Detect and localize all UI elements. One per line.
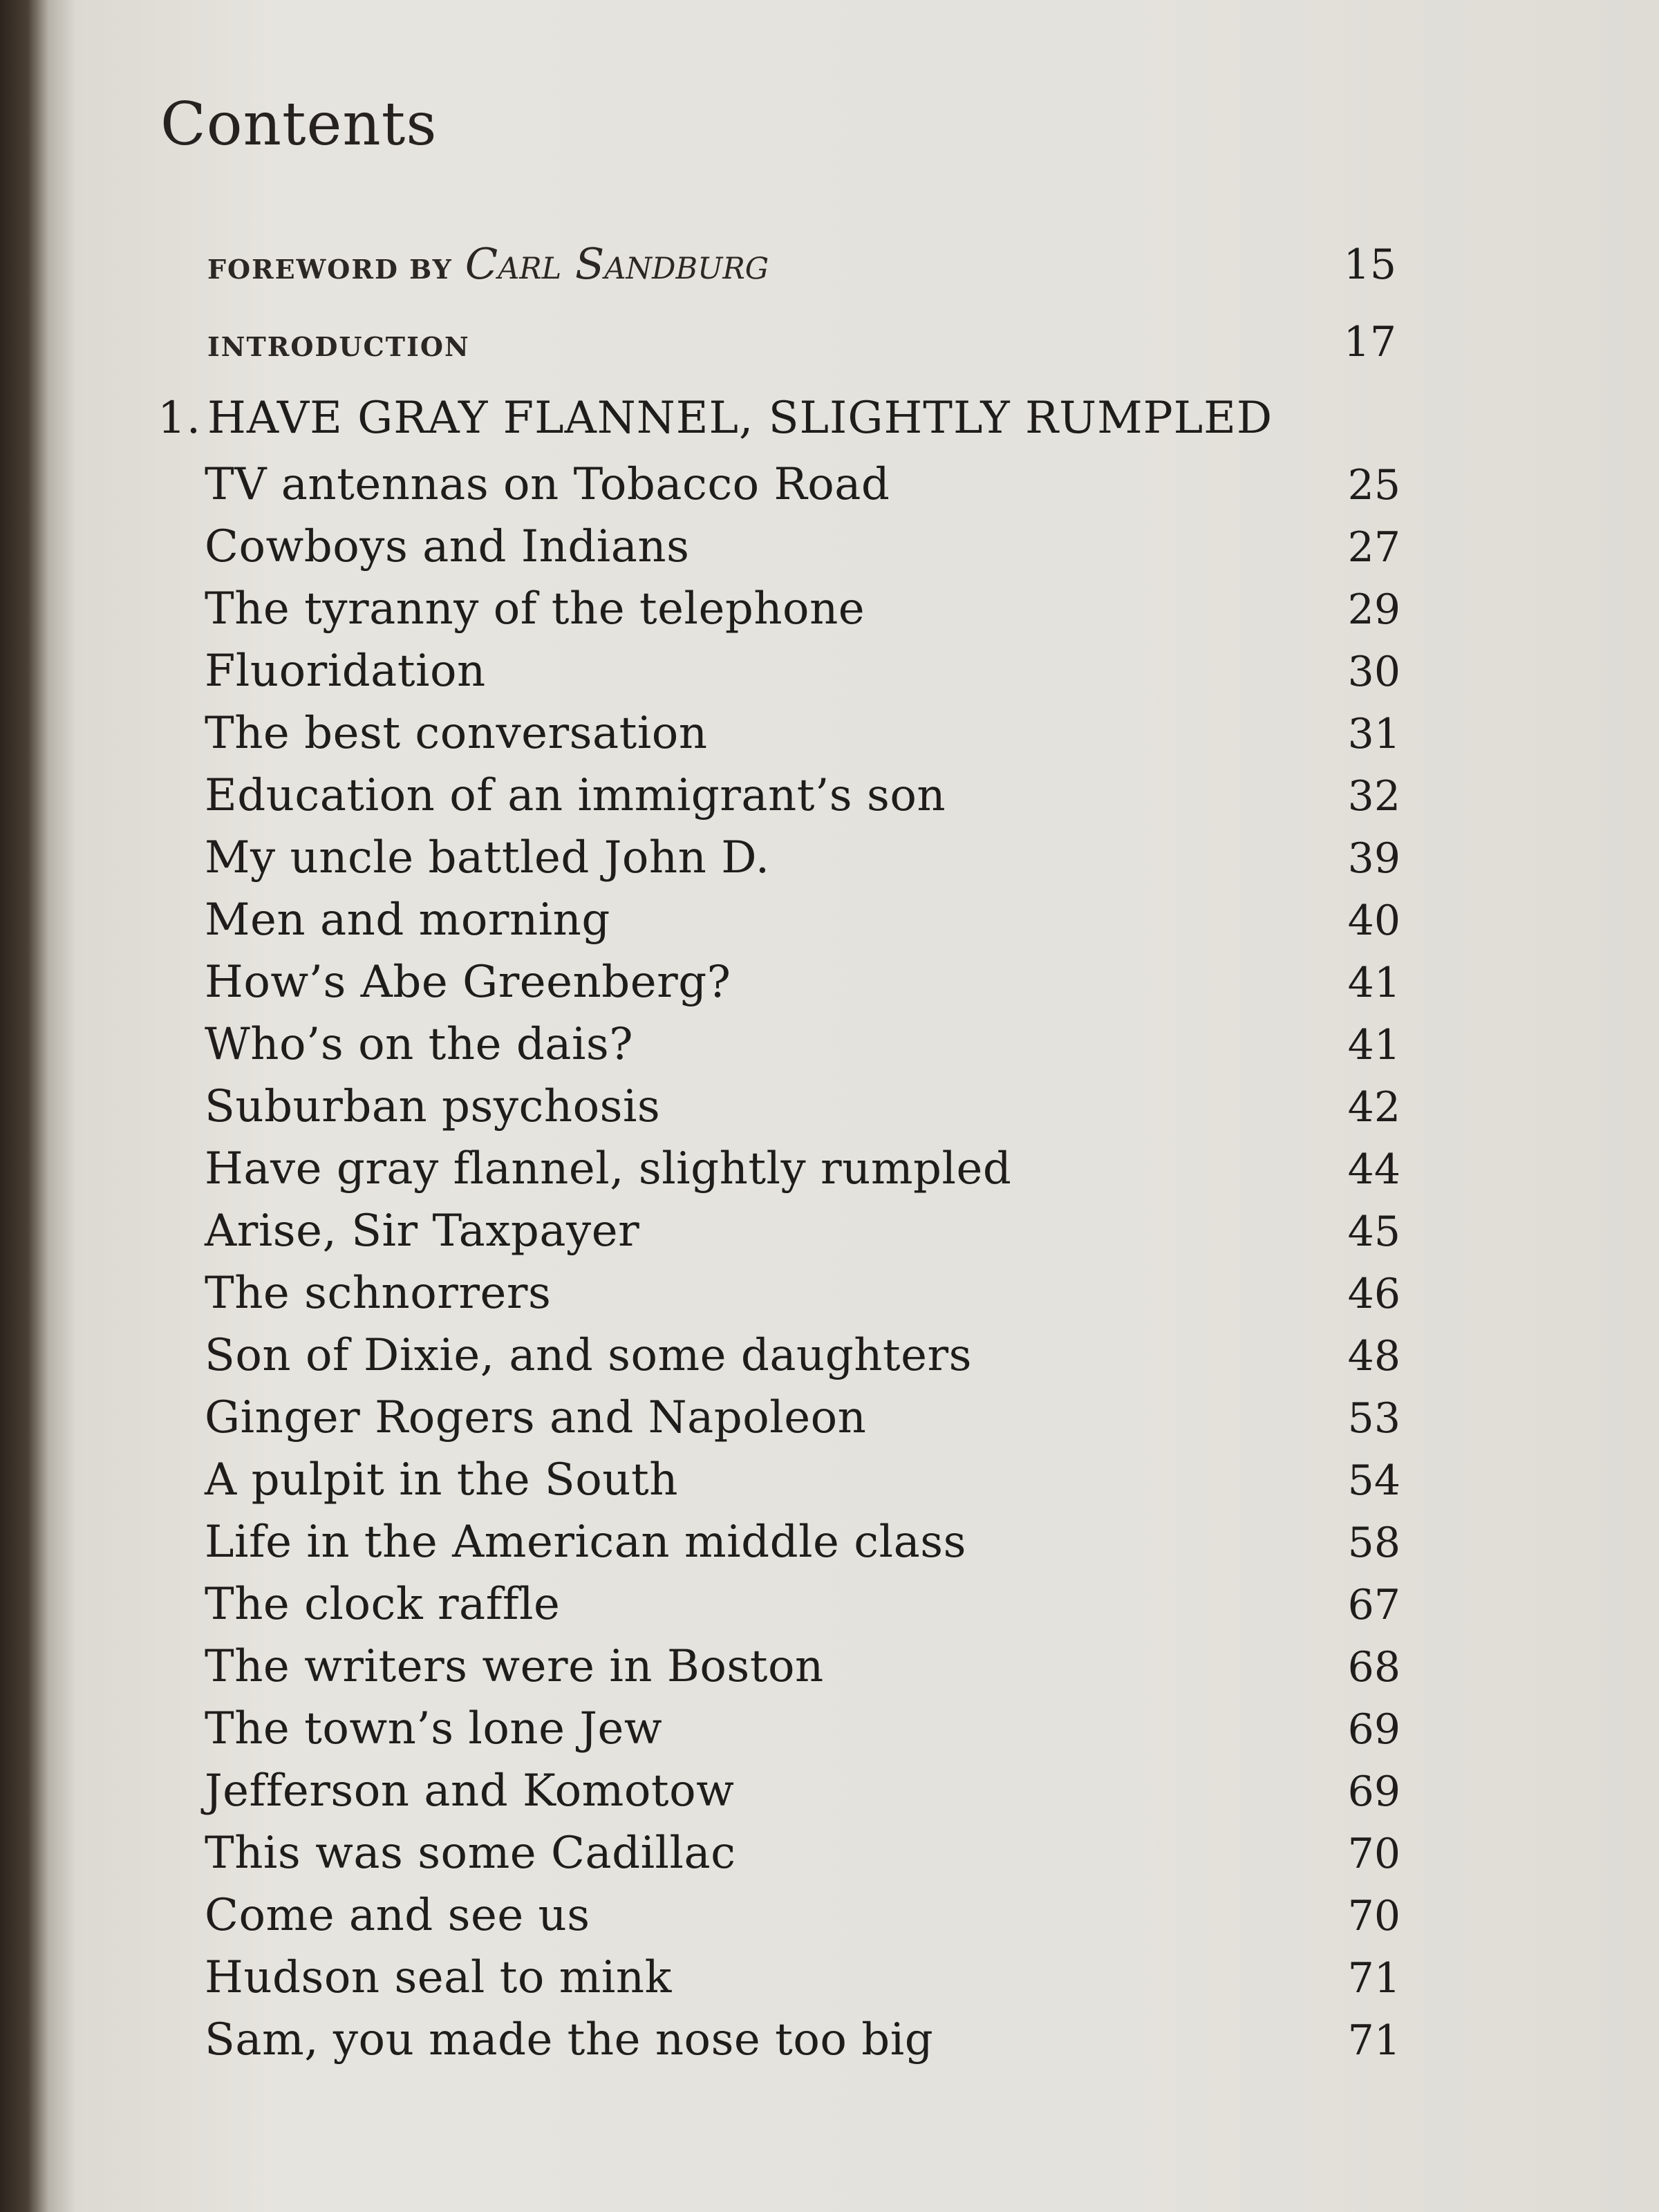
page-title: Contents [160, 90, 438, 159]
entry-page: 30 [1347, 648, 1400, 696]
entry-title: Men and morning [205, 894, 610, 946]
entry-title: Education of an immigrant’s son [205, 770, 946, 821]
entry-page: 71 [1347, 2016, 1400, 2065]
foreword-author: Carl Sandburg [465, 238, 769, 289]
entry-title: The best conversation [205, 708, 708, 759]
introduction-row [207, 318, 1396, 366]
entry-page: 69 [1347, 1705, 1400, 1754]
entry-title: The schnorrers [205, 1268, 552, 1319]
contents-list [205, 453, 1407, 2071]
part-heading [158, 393, 1273, 444]
entry-title: Arise, Sir Taxpayer [205, 1206, 640, 1257]
entry-page: 48 [1347, 1332, 1400, 1380]
entry-title: Ginger Rogers and Napoleon [205, 1392, 867, 1443]
entry-title: The tyranny of the telephone [205, 583, 865, 635]
contents-entry [205, 640, 1407, 702]
foreword-row [207, 238, 1396, 289]
contents-entry [205, 1698, 1407, 1760]
entry-title: Who’s on the dais? [205, 1019, 634, 1070]
entry-title: The writers were in Boston [205, 1641, 824, 1692]
contents-entry [205, 1822, 1407, 1884]
contents-entry [205, 1200, 1407, 1262]
entry-page: 42 [1347, 1083, 1400, 1132]
entry-page: 32 [1347, 772, 1400, 821]
contents-entry [205, 1262, 1407, 1324]
entry-page: 31 [1347, 710, 1400, 758]
entry-page: 71 [1347, 1954, 1400, 2003]
contents-entry [205, 951, 1407, 1013]
entry-page: 67 [1347, 1581, 1400, 1629]
contents-entry [205, 889, 1407, 951]
entry-title: Sam, you made the nose too big [205, 2014, 934, 2065]
entry-page: 41 [1347, 1021, 1400, 1069]
contents-entry [205, 1947, 1407, 2009]
contents-entry [205, 1013, 1407, 1076]
foreword-label: FOREWORD BY [207, 254, 453, 285]
entry-title: Suburban psychosis [205, 1081, 661, 1132]
entry-title: This was some Cadillac [205, 1828, 736, 1879]
contents-entry [205, 578, 1407, 640]
entry-page: 70 [1347, 1892, 1400, 1940]
foreword-page: 15 [1343, 241, 1396, 289]
contents-entry [205, 1324, 1407, 1387]
entry-page: 27 [1347, 523, 1400, 572]
contents-entry [205, 1449, 1407, 1511]
entry-page: 44 [1347, 1145, 1400, 1194]
entry-title: My uncle battled John D. [205, 832, 770, 883]
foreword-label-group [207, 238, 769, 289]
entry-page: 45 [1347, 1208, 1400, 1256]
entry-title: How’s Abe Greenberg? [205, 957, 731, 1008]
entry-page: 69 [1347, 1768, 1400, 1816]
entry-page: 40 [1347, 897, 1400, 945]
entry-title: Jefferson and Komotow [205, 1765, 735, 1817]
introduction-label: INTRODUCTION [207, 331, 470, 362]
entry-title: Life in the American middle class [205, 1517, 966, 1568]
contents-entry [205, 516, 1407, 578]
contents-entry [205, 1884, 1407, 1947]
entry-page: 29 [1347, 585, 1400, 634]
entry-title: A pulpit in the South [205, 1454, 678, 1506]
contents-entry [205, 2009, 1407, 2071]
entry-title: Come and see us [205, 1890, 590, 1941]
entry-title: Have gray flannel, slightly rumpled [205, 1143, 1012, 1194]
introduction-label-group [207, 328, 470, 364]
entry-title: Hudson seal to mink [205, 1952, 672, 2003]
contents-entry [205, 827, 1407, 889]
entry-title: TV antennas on Tobacco Road [205, 459, 890, 510]
entry-title: The town’s lone Jew [205, 1703, 663, 1754]
entry-title: The clock raffle [205, 1579, 561, 1630]
introduction-page: 17 [1343, 318, 1396, 366]
entry-page: 54 [1347, 1456, 1400, 1505]
contents-entry [205, 1511, 1407, 1573]
entry-title: Cowboys and Indians [205, 521, 690, 572]
contents-entry [205, 1387, 1407, 1449]
entry-page: 41 [1347, 959, 1400, 1007]
entry-page: 58 [1347, 1519, 1400, 1567]
contents-entry [205, 1573, 1407, 1635]
entry-title: Fluoridation [205, 646, 486, 697]
entry-page: 68 [1347, 1643, 1400, 1691]
contents-entry [205, 765, 1407, 827]
entry-page: 25 [1347, 461, 1400, 509]
contents-entry [205, 1760, 1407, 1822]
entry-page: 39 [1347, 834, 1400, 883]
contents-entry [205, 1076, 1407, 1138]
part-number: 1. [158, 393, 202, 444]
contents-entry [205, 702, 1407, 765]
entry-page: 53 [1347, 1394, 1400, 1443]
part-title: HAVE GRAY FLANNEL, SLIGHTLY RUMPLED [207, 393, 1273, 444]
contents-entry [205, 1138, 1407, 1200]
contents-entry [205, 453, 1407, 516]
entry-page: 46 [1347, 1270, 1400, 1318]
entry-page: 70 [1347, 1830, 1400, 1878]
entry-title: Son of Dixie, and some daughters [205, 1330, 972, 1381]
contents-entry [205, 1635, 1407, 1698]
